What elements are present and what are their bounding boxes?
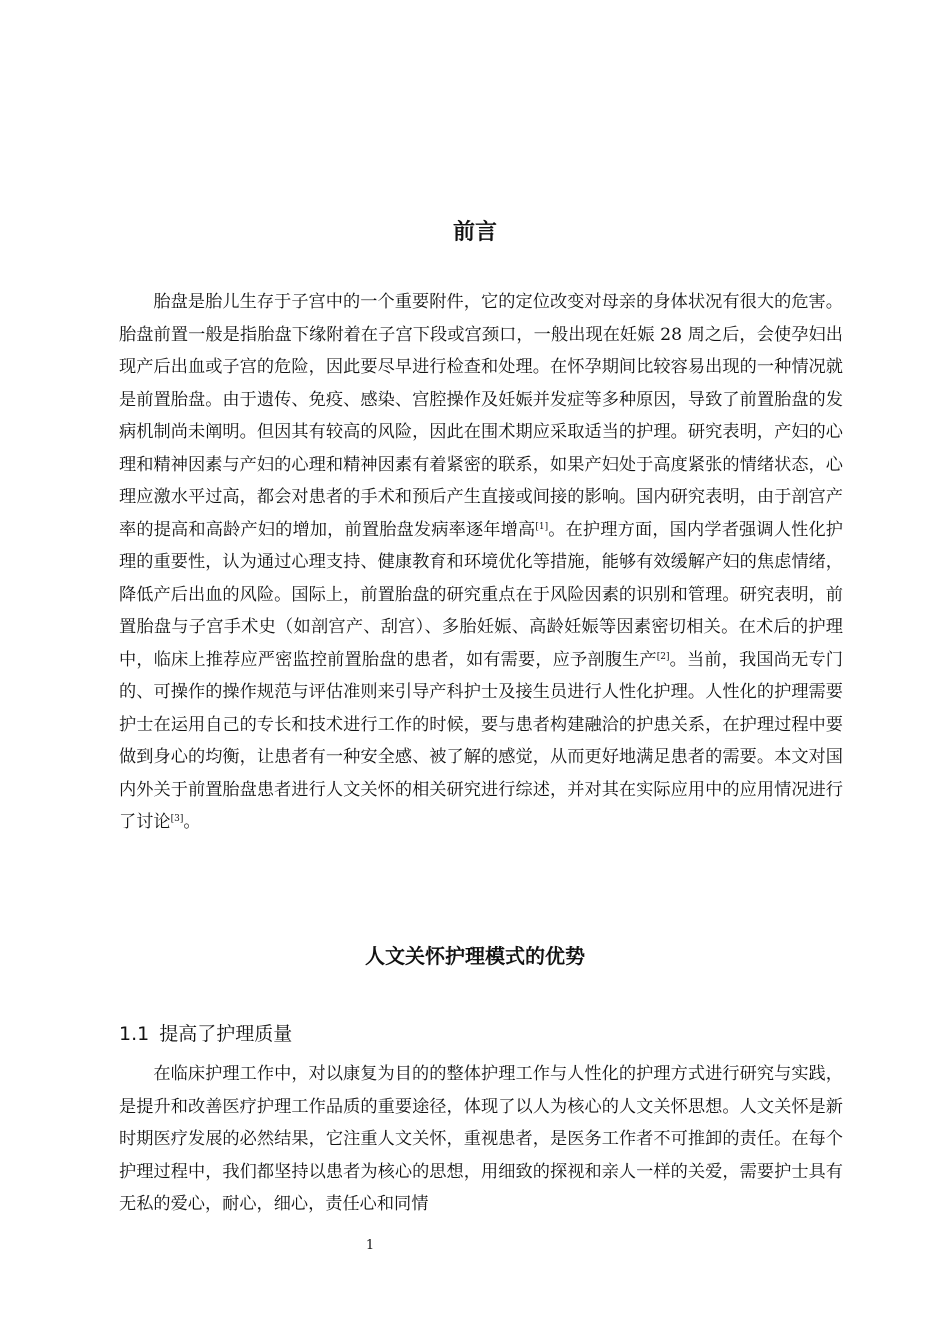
intro-text-2: 。在护理方面，国内学者强调人性化护理的重要性，认为通过心理支持、健康教育和环境优化等措施，能够有效缓解产妇的焦虑情绪，降低产后出血的风险。国际上，前置胎盘的研究重点在于风险因素的识别和管理。研究表明，前置胎盘与子宫手术史（如剖宫产、刮宫）、多胎妊娠、高龄妊娠等因素密切相关。在术后的护理中，临床上推荐应严密监控前置胎盘的患者，如有需要，应予剖腹生产 — [119, 519, 843, 670]
page-number: 1 — [365, 1238, 375, 1253]
intro-text-3: 。当前，我国尚无专门的、可操作的操作规范与评估准则来引导产科护士及接生员进行人性化护理。人性化的护理需要护士在运用自己的专长和技术进行工作的时候，要与患者构建融洽的护患关系，在护理过程中要做到身心的均衡，让患者有一种安全感、被了解的感觉，从而更好地满足患者的需要。本文对国内外关于前置胎盘患者进行人文关怀的相关研究进行综述，并对其在实际应用中的应用情况进行了讨论 — [119, 649, 843, 832]
subsection-number: 1.1 — [119, 1023, 150, 1045]
citation-2: [2] — [656, 651, 670, 662]
subsection-heading — [119, 1019, 292, 1049]
citation-3: [3] — [170, 814, 184, 824]
intro-paragraph — [119, 286, 843, 839]
page-title: 前言 — [452, 220, 497, 245]
section-heading: 人文关怀护理模式的优势 — [365, 944, 585, 968]
section-paragraph: 在临床护理工作中，对以康复为目的的整体护理工作与人性化的护理方式进行研究与实践，是提升和改善医疗护理工作品质的重要途径，体现了以人为核心的人文关怀思想。人文关怀是新时期医疗发展的必然结果，它注重人文关怀，重视患者，是医务工作者不可推卸的责任。在每个护理过程中，我们都坚持以患者为核心的思想，用细致的探视和亲人一样的关爱，需要护士具有无私的爱心，耐心，细心，责任心和同情 — [119, 1064, 843, 1214]
intro-text-1: 胎盘是胎儿生存于子宫中的一个重要附件，它的定位改变对母亲的身体状况有很大的危害。胎盘前置一般是指胎盘下缘附着在子宫下段或宫颈口，一般出现在妊娠 28 周之后，会使孕妇出现产后出血或子宫的危险，因此要尽早进行检查和处理。在怀孕期间比较容易出现的一种情况就是前置胎盘。由于遗传、免疫、感染、宫腔操作及妊娠并发症等多种原因，导致了前置胎盘的发病机制尚未阐明。但因其有较高的风险，因此在围术期应采取适当的护理。研究表明，产妇的心理和精神因素与产妇的心理和精神因素有着紧密的联系，如果产妇处于高度紧张的情绪状态，心理应激水平过高，都会对患者的手术和预后产生直接或间接的影响。国内研究表明，由于剖宫产率的提高和高龄产妇的增加，前置胎盘发病率逐年增高 — [119, 292, 843, 540]
intro-text-4: 。 — [183, 812, 201, 832]
subsection-title: 提高了护理质量 — [159, 1023, 293, 1045]
citation-1: [1] — [535, 521, 549, 532]
